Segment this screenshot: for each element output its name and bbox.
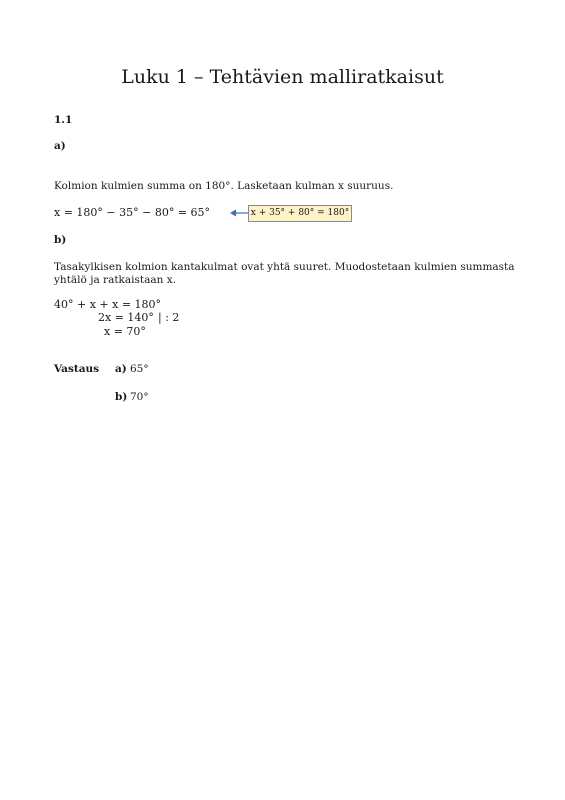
hint-box: x + 35° + 80° = 180° [248, 205, 352, 222]
part-b-text-line2: yhtälö ja ratkaistaan x. [54, 274, 177, 286]
answer-b-label: b) [115, 391, 128, 403]
answer-a-value: 65° [130, 363, 149, 375]
part-b-label: b) [54, 234, 67, 246]
part-b-eq-line2: 2x = 140° [98, 311, 154, 324]
part-b-eq-line1: 40° + x + x = 180° [54, 298, 162, 311]
page-title: Luku 1 – Tehtävien malliratkaisut [121, 66, 444, 88]
part-a-text: Kolmion kulmien summa on 180°. Lasketaan kulman x suuruus. [54, 180, 394, 192]
part-b-eq-line3: x = 70° [104, 325, 146, 338]
part-a-label: a) [54, 140, 66, 152]
part-a-equation: x = 180° − 35° − 80° = 65° [54, 206, 211, 219]
answer-b-value: 70° [130, 391, 149, 403]
answer-a-label: a) [115, 363, 127, 375]
part-b-text-line1: Tasakylkisen kolmion kantakulmat ovat yhtä suuret. Muodostetaan kulmien summasta [54, 261, 515, 273]
section-number: 1.1 [54, 114, 73, 126]
part-b-eq-line2-operation: | : 2 [158, 311, 180, 324]
answer-label: Vastaus [54, 363, 100, 375]
arrow-left-icon [230, 207, 250, 219]
